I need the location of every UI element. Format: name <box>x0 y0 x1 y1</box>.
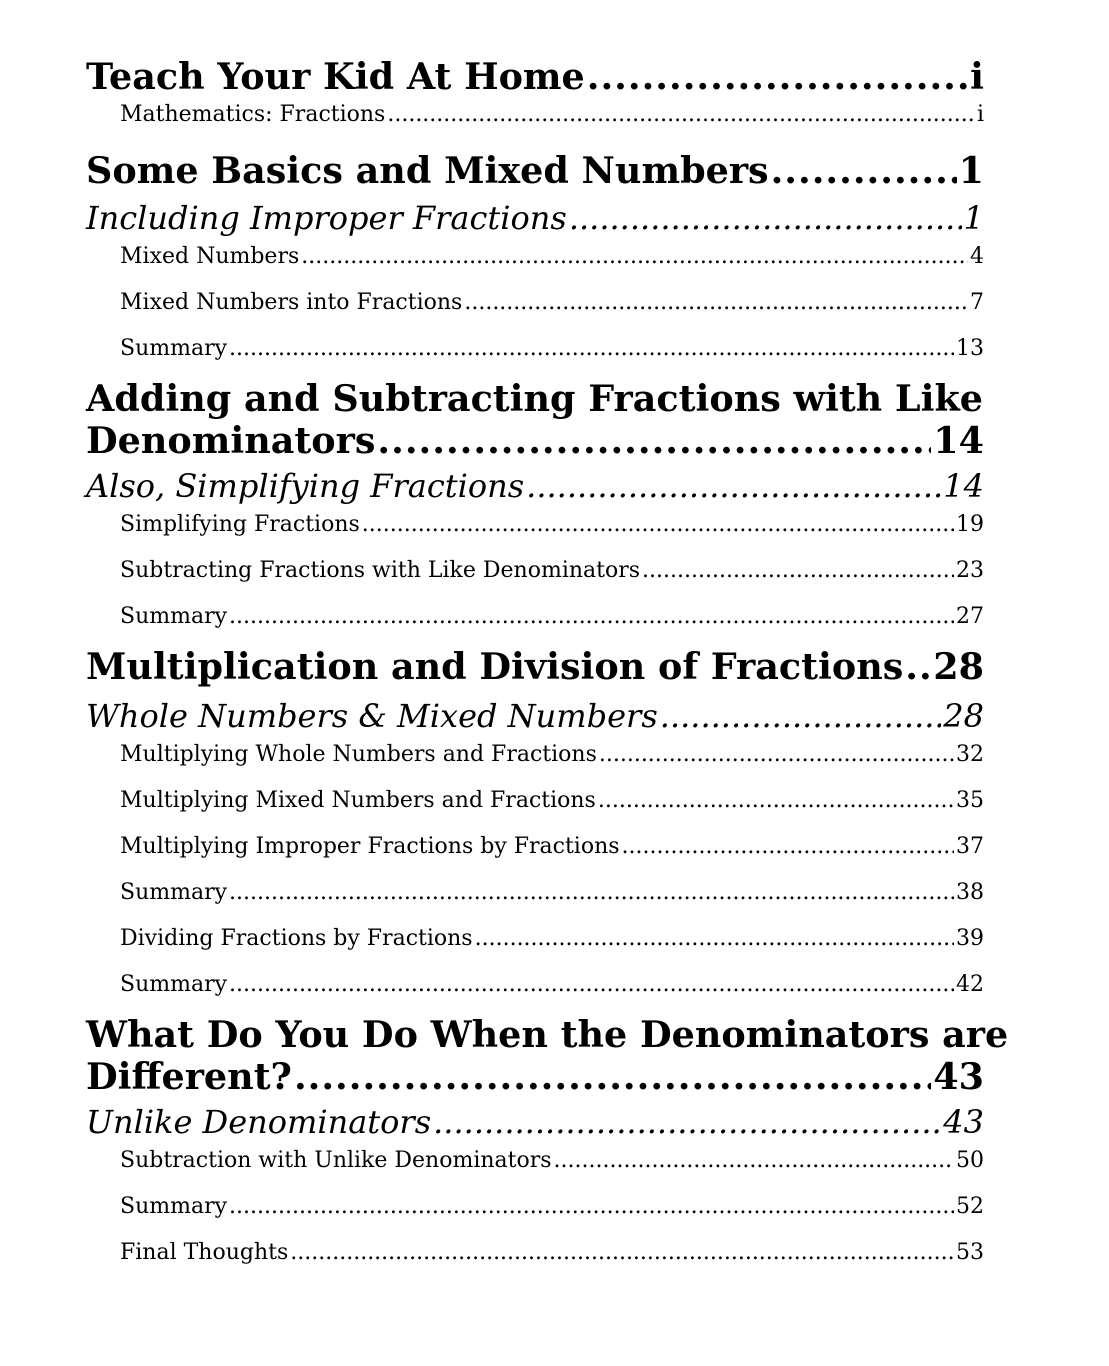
dot-leader <box>660 696 942 736</box>
toc-page-number: 28 <box>943 697 984 735</box>
dot-leader <box>569 198 962 238</box>
toc-chapter-2[interactable] <box>86 420 984 466</box>
chapter-subtitle: Also, Simplifying Fractions <box>86 467 525 505</box>
toc-entry-book-subtitle[interactable] <box>86 102 984 150</box>
dot-leader <box>771 150 957 192</box>
toc-item-label: Summary <box>120 1194 228 1219</box>
chapter-title: Some Basics and Mixed Numbers <box>86 149 769 192</box>
toc-item[interactable] <box>86 880 984 926</box>
toc-item[interactable] <box>86 742 984 788</box>
toc-page-number: 28 <box>933 645 984 688</box>
dot-leader <box>642 558 954 584</box>
toc-page-number: 38 <box>956 880 984 905</box>
toc-item[interactable] <box>86 336 984 378</box>
dot-leader <box>229 336 954 362</box>
dot-leader <box>294 1056 931 1098</box>
toc-item-label: Multiplying Improper Fractions by Fractions <box>120 834 620 859</box>
toc-chapter-3[interactable] <box>86 646 984 696</box>
dot-leader <box>599 742 954 768</box>
toc-item-label: Multiplying Whole Numbers and Fractions <box>120 742 597 767</box>
toc-entry-book-title[interactable] <box>86 56 984 102</box>
dot-leader <box>587 56 968 98</box>
toc-item-label: Multiplying Mixed Numbers and Fractions <box>120 788 596 813</box>
toc-item-label: Mixed Numbers into Fractions <box>120 290 463 315</box>
toc-chapter-3-subtitle[interactable] <box>86 696 984 742</box>
chapter-title-continued: Different? <box>86 1055 292 1098</box>
toc-title: Teach Your Kid At Home <box>86 55 585 98</box>
chapter-subtitle: Unlike Denominators <box>86 1103 432 1141</box>
dot-leader <box>464 290 968 316</box>
toc-page-number: 7 <box>970 290 984 315</box>
toc-chapter-4-subtitle[interactable] <box>86 1102 984 1148</box>
toc-page-number: 43 <box>933 1055 984 1098</box>
toc-item-label: Summary <box>120 880 228 905</box>
toc-item[interactable] <box>86 244 984 290</box>
toc-page-number: 14 <box>933 419 984 462</box>
toc-page-number: 13 <box>956 336 984 361</box>
dot-leader <box>433 1102 941 1142</box>
toc-item-label: Summary <box>120 336 228 361</box>
toc-item-label: Summary <box>120 604 228 629</box>
toc-chapter-4-line1[interactable] <box>86 1013 1009 1056</box>
chapter-title: Adding and Subtracting Fractions with Like <box>86 377 983 420</box>
dot-leader <box>229 1194 954 1220</box>
toc-page-number: 1 <box>963 199 984 237</box>
toc-page-number: 50 <box>956 1148 984 1173</box>
toc-item[interactable] <box>86 558 984 604</box>
toc-chapter-2-line1[interactable] <box>86 378 984 420</box>
dot-leader <box>229 972 954 998</box>
toc-item-label: Simplifying Fractions <box>120 512 360 537</box>
chapter-title: Multiplication and Division of Fractions <box>86 645 904 688</box>
toc-item[interactable] <box>86 1148 984 1194</box>
dot-leader <box>362 512 954 538</box>
toc-item-label: Dividing Fractions by Fractions <box>120 926 473 951</box>
dot-leader <box>526 466 941 506</box>
toc-item[interactable] <box>86 926 984 972</box>
chapter-title: What Do You Do When the Denominators are <box>86 1013 1009 1056</box>
toc-page-number: 14 <box>943 467 984 505</box>
toc-item-label: Mathematics: Fractions <box>120 102 386 127</box>
toc-item-label: Subtraction with Unlike Denominators <box>120 1148 552 1173</box>
toc-item[interactable] <box>86 1240 984 1286</box>
toc-page-number: i <box>976 102 984 127</box>
toc-item-label: Final Thoughts <box>120 1240 289 1265</box>
dot-leader <box>301 244 968 270</box>
toc-page-number: 4 <box>970 244 984 269</box>
toc-chapter-2-subtitle[interactable] <box>86 466 984 512</box>
dot-leader <box>598 788 954 814</box>
toc-item[interactable] <box>86 512 984 558</box>
toc-item-label: Mixed Numbers <box>120 244 300 269</box>
table-of-contents <box>86 55 1009 1286</box>
toc-chapter-4[interactable] <box>86 1056 984 1102</box>
dot-leader <box>377 420 931 462</box>
toc-page-number: 53 <box>956 1240 984 1265</box>
dot-leader <box>229 880 954 906</box>
toc-page-number: 1 <box>958 149 984 192</box>
dot-leader <box>554 1148 954 1174</box>
toc-item[interactable] <box>86 788 984 834</box>
toc-chapter-1-subtitle[interactable] <box>86 198 984 244</box>
toc-item[interactable] <box>86 290 984 336</box>
dot-leader <box>290 1240 954 1266</box>
toc-item[interactable] <box>86 972 984 1014</box>
dot-leader <box>229 604 954 630</box>
toc-page-number: 43 <box>943 1103 984 1141</box>
dot-leader <box>905 646 931 688</box>
toc-page-number: 27 <box>956 604 984 629</box>
toc-page-number: i <box>970 55 984 98</box>
toc-page-number: 42 <box>956 972 984 997</box>
dot-leader <box>622 834 954 860</box>
toc-page-number: 37 <box>956 834 984 859</box>
chapter-subtitle: Including Improper Fractions <box>86 199 567 237</box>
dot-leader <box>475 926 954 952</box>
toc-page-number: 52 <box>956 1194 984 1219</box>
dot-leader <box>387 102 975 128</box>
toc-page-number: 23 <box>956 558 984 583</box>
toc-page-number: 39 <box>956 926 984 951</box>
chapter-title-continued: Denominators <box>86 419 376 462</box>
toc-item[interactable] <box>86 834 984 880</box>
toc-chapter-1[interactable] <box>86 150 984 198</box>
toc-item-label: Subtracting Fractions with Like Denominators <box>120 558 641 583</box>
chapter-subtitle: Whole Numbers & Mixed Numbers <box>86 697 658 735</box>
toc-page-number: 32 <box>956 742 984 767</box>
toc-item-label: Summary <box>120 972 228 997</box>
toc-item[interactable] <box>86 1194 984 1240</box>
toc-item[interactable] <box>86 604 984 646</box>
toc-page-number: 19 <box>956 512 984 537</box>
toc-page-number: 35 <box>956 788 984 813</box>
